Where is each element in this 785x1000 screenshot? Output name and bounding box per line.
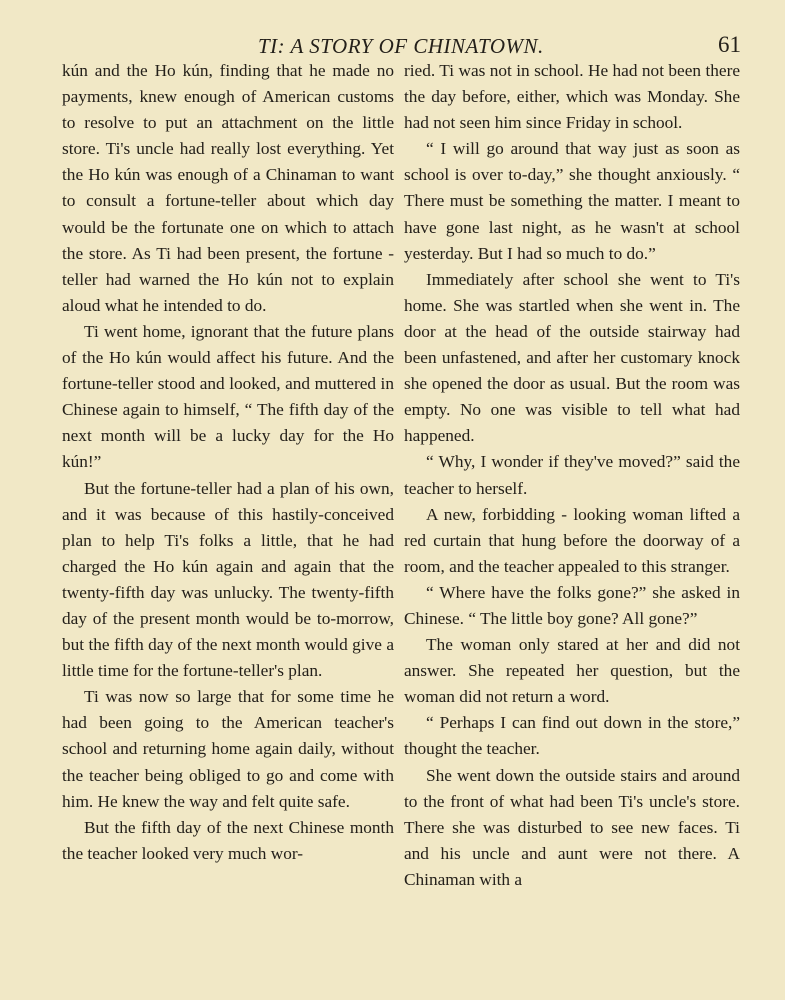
paragraph: Ti went home, ignorant that the future plans of the Ho kún would affect his future. And the fortune-teller stood and looked, and muttered in Chinese again to himself, “ The fifth day of the next month will be a lucky day for the Ho kún!” bbox=[62, 321, 394, 472]
paragraph: But the fifth day of the next Chinese month the teacher looked very much wor- bbox=[62, 817, 394, 863]
running-title: TI: A STORY OF CHINATOWN. bbox=[258, 34, 544, 58]
paragraph: But the fortune-teller had a plan of his own, and it was because of this hastily-conceived plan to help Ti's folks a little, that he had charged the Ho kún again and again that the twenty-fifth day was unlucky. The twenty-fifth day of the present month would be to-morrow, but the fifth day of the next month would give a little time for the fortune-teller's plan. bbox=[62, 478, 394, 681]
paragraph: kún and the Ho kún, finding that he made no payments, knew enough of American customs to resolve to put an attachment on the little store. Ti's uncle had really lost everything. Yet the Ho kún was enough of a Chinaman to want to consult a fortune-teller about which day would be the fortunate one on which to attach the store. As Ti had been present, the fortune - teller had warned the Ho kún not to explain aloud what he intended to do. bbox=[62, 61, 394, 315]
page-number: 61 bbox=[718, 32, 741, 57]
paragraph: “ Why, I wonder if they've moved?” said the teacher to herself. bbox=[404, 452, 740, 498]
paragraph: “ Where have the folks gone?” she asked in Chinese. “ The little boy gone? All gone?” bbox=[404, 582, 740, 628]
paragraph: A new, forbidding - looking woman lifted a red curtain that hung before the doorway of a room, and the teacher appealed to this stranger. bbox=[404, 504, 740, 576]
paragraph: ried. Ti was not in school. He had not been there the day before, either, which was Monday. She had not seen him since Friday in school. bbox=[404, 61, 740, 133]
paragraph: The woman only stared at her and did not answer. She repeated her question, but the woman did not return a word. bbox=[404, 635, 740, 707]
right-column bbox=[404, 58, 740, 893]
paragraph: Immediately after school she went to Ti's home. She was startled when she went in. The door at the head of the outside stairway had been unfastened, and after her customary knock she opened the door as usual. But the room was empty. No one was visible to tell what had happened. bbox=[404, 269, 740, 446]
paragraph: Ti was now so large that for some time he had been going to the American teacher's school and returning home again daily, without the teacher being obliged to go and come with him. He knew the way and felt quite safe. bbox=[62, 687, 394, 811]
paragraph: “ Perhaps I can find out down in the store,” thought the teacher. bbox=[404, 713, 740, 759]
paragraph: “ I will go around that way just as soon as school is over to-day,” she thought anxiously. “ There must be something the matter. I meant to have gone last night, as he wasn't at school yesterday. But I had so much to do.” bbox=[404, 139, 740, 263]
left-column bbox=[62, 58, 394, 867]
paragraph: She went down the outside stairs and around to the front of what had been Ti's uncle's store. There she was disturbed to see new faces. Ti and his uncle and aunt were not there. A Chinaman with a bbox=[404, 765, 740, 889]
